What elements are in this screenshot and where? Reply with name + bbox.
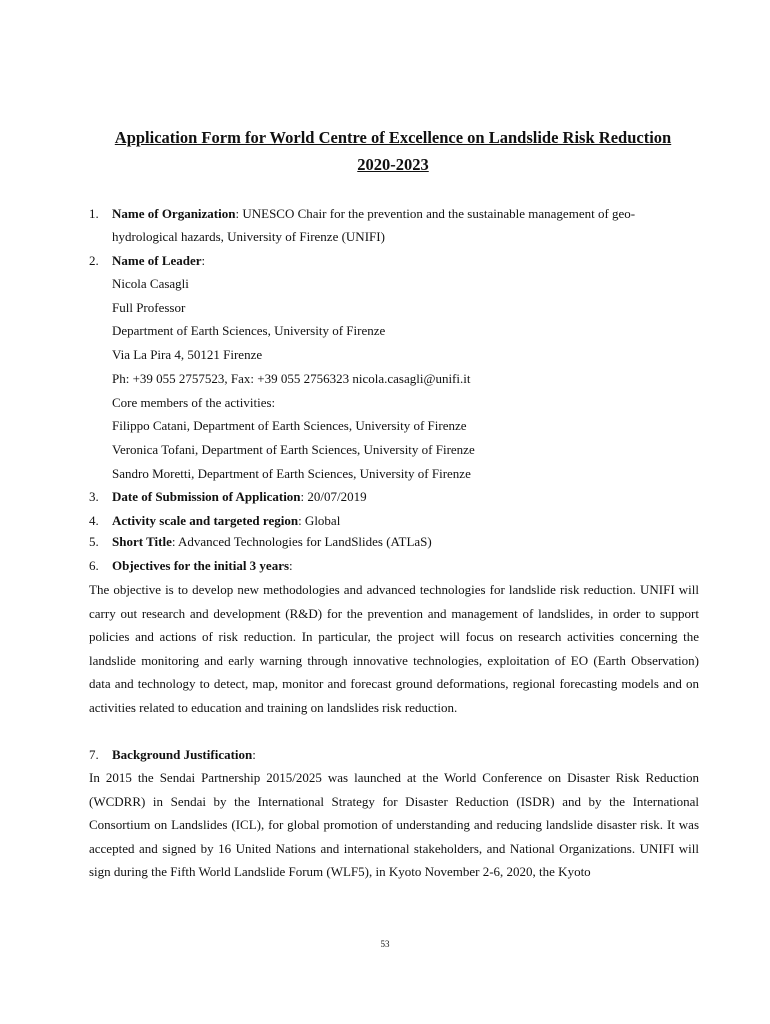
item-6-text: : [289,558,293,573]
item-2-row [112,253,205,269]
item-4-text: : Global [298,513,341,528]
item-3-row [112,489,367,505]
background-paragraph: In 2015 the Sendai Partnership 2015/2025 was launched at the World Conference on Disaster Risk Reduction (WCDRR) in Sendai by the International Strategy for Disaster Reduction (ISDR) and by the International Consortium on Landslides (ICL), for global promotion of understanding and reducing landslide disaster risk. It was accepted and signed by 16 United Nations and international stakeholders, and National Organizations. UNIFI will sign during the Fifth World Landslide Forum (WLF5), in Kyoto November 2-6, 2020, the Kyoto [89,770,699,879]
leader-line: Filippo Catani, Department of Earth Sciences, University of Firenze [112,418,467,433]
item-6-label: Objectives for the initial 3 years [112,558,290,573]
leader-line: Ph: +39 055 2757523, Fax: +39 055 2756323 nicola.casagli@unifi.it [112,371,471,386]
item-1-number: 1. [89,206,99,221]
objectives-paragraph: The objective is to develop new methodologies and advanced technologies for landslide risk reduction. UNIFI will carry out research and development (R&D) for the prevention and management of landslides, in order to support policies and actions of risk reduction. In particular, the project will focus on research activities concerning the landslide monitoring and early warning through innovative technologies, exploitation of EO (Earth Observation) data and technology to detect, map, monitor and forecast ground deformations, regional forecasting models and on activities related to education and training on landslides risk reduction. [89,582,699,715]
item-3-number: 3. [89,489,99,504]
item-5-label: Short Title [112,534,172,549]
item-1-continuation: hydrological hazards, University of Firenze (UNIFI) [112,229,385,244]
item-2-text: : [201,253,206,268]
item-7-number: 7. [89,747,99,762]
item-1-text: : UNESCO Chair for the prevention and the sustainable management of geo- [235,206,636,221]
item-6-row [112,558,293,574]
leader-line: Department of Earth Sciences, University of Firenze [112,323,386,338]
item-3-text: : 20/07/2019 [300,489,367,504]
item-4-number: 4. [89,513,99,528]
item-2-label: Name of Leader [112,253,202,268]
item-5-row [112,534,432,550]
item-2-number: 2. [89,253,99,268]
item-1-label: Name of Organization [112,206,236,221]
item-6-number: 6. [89,558,99,573]
page-number: 53 [380,939,390,949]
form-title-line1: Application Form for World Centre of Excellence on Landslide Risk Reduction [114,128,672,147]
leader-line: Via La Pira 4, 50121 Firenze [112,347,263,362]
item-4-label: Activity scale and targeted region [112,513,299,528]
leader-line: Nicola Casagli [112,276,189,291]
item-4-row [112,513,340,529]
item-7-row [112,747,256,763]
item-3-label: Date of Submission of Application [112,489,301,504]
leader-line: Veronica Tofani, Department of Earth Sciences, University of Firenze [112,442,475,457]
leader-line: Sandro Moretti, Department of Earth Sciences, University of Firenze [112,466,471,481]
leader-line: Full Professor [112,300,186,315]
form-title-line2: 2020-2023 [357,155,429,174]
item-7-label: Background Justification [112,747,253,762]
item-7-text: : [252,747,256,762]
item-5-text: : Advanced Technologies for LandSlides (ATLaS) [171,534,432,549]
leader-line: Core members of the activities: [112,395,276,410]
item-5-number: 5. [89,534,99,549]
item-1-row [112,206,635,222]
